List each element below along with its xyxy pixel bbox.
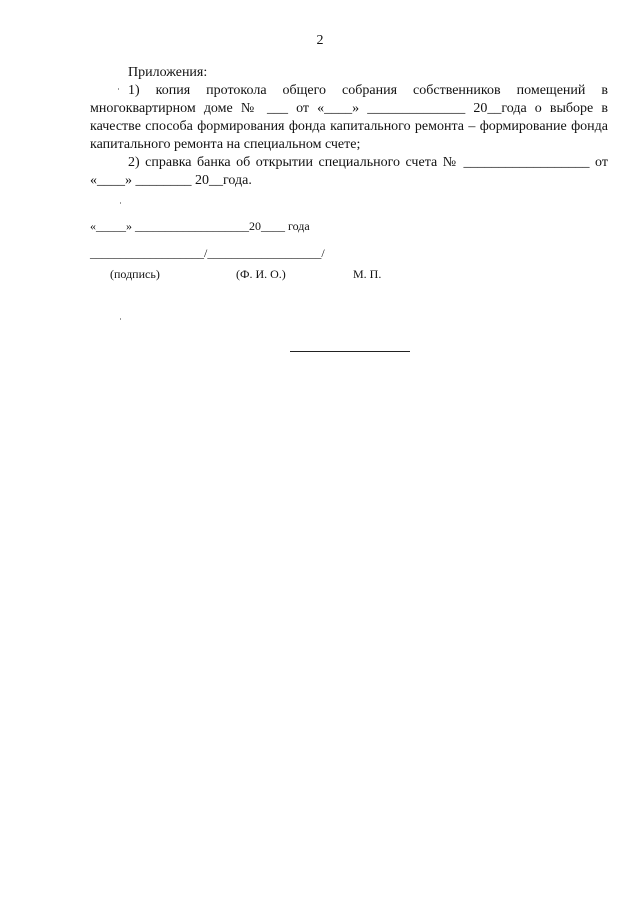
scan-mark <box>120 202 121 204</box>
name-caption: (Ф. И. О.) <box>236 267 286 281</box>
stamp-caption: М. П. <box>353 267 382 281</box>
signature-caption: (подпись) <box>110 267 160 281</box>
signature-date-line: «_____» ___________________20____ года <box>90 219 310 233</box>
scan-mark <box>120 318 121 320</box>
attachment-item-2: 2) справка банка об открытии специального счета № __________________ от «____» ________ 20__года. <box>90 155 608 188</box>
page-number: 2 <box>316 33 324 48</box>
scan-mark <box>118 88 119 90</box>
end-of-document-rule <box>290 351 410 352</box>
attachment-item-1: 1) копия протокола общего собрания собственников помещений в многоквартирном доме № ___ от «____» ______________ 20__года о выборе в качестве способа формирования фонда капитального ремонта – формирование фонда капитального ремонта на специальном счете; <box>90 83 608 152</box>
attachments-heading: Приложения: <box>128 65 208 80</box>
signature-line: ___________________/___________________/ <box>90 246 325 260</box>
